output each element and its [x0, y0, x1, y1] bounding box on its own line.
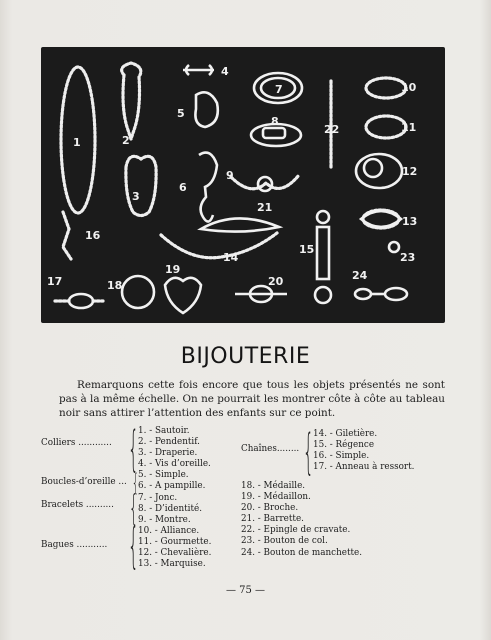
- regence-drawing: [317, 227, 329, 279]
- chevaliere-ring-drawing: [356, 154, 402, 188]
- board-label: 12: [402, 165, 418, 178]
- category-bagues: Bagues ...........: [41, 540, 108, 550]
- board-label: 17: [47, 275, 63, 288]
- brace: {: [129, 488, 139, 529]
- board-label: 10: [401, 81, 417, 94]
- alliance-ring-drawing: [366, 78, 406, 98]
- blackboard-illustration: [41, 47, 445, 323]
- simple-earring-drawing: [195, 92, 217, 127]
- list-item: 2. - Pendentif.: [138, 437, 200, 448]
- pendentif-drawing: [122, 63, 141, 139]
- board-label: 13: [402, 215, 418, 228]
- board-label: 21: [257, 201, 273, 214]
- board-label: 18: [107, 279, 123, 292]
- chain-bracelet-drawing: [63, 212, 71, 259]
- list-item: 5. - Simple.: [138, 470, 189, 481]
- list-item: 11. - Gourmette.: [138, 536, 212, 547]
- board-label: 7: [275, 83, 283, 96]
- list-item: 13. - Marquise.: [138, 559, 206, 570]
- board-label: 1: [73, 136, 81, 149]
- page-title: BIJOUTERIE: [180, 344, 311, 369]
- board-label: 5: [177, 107, 185, 120]
- list-item: 17. - Anneau à ressort.: [313, 462, 415, 473]
- left-item-list: [138, 426, 211, 570]
- board-label: 20: [268, 275, 284, 288]
- list-item: 8. - D’identité.: [138, 503, 203, 514]
- board-label: 4: [221, 65, 229, 78]
- list-item: 10. - Alliance.: [138, 525, 200, 536]
- jewelry-drawing: [41, 47, 445, 323]
- board-label: 16: [85, 229, 101, 242]
- category-boucles: Boucles-d’oreille ...: [41, 477, 127, 487]
- category-chaines: Chaînes........: [241, 444, 300, 454]
- bouton-manchette-drawing: [385, 288, 407, 300]
- bouton-col-drawing: [389, 242, 399, 252]
- board-label: 6: [179, 181, 187, 194]
- board-label: 8: [271, 115, 279, 128]
- list-item: 20. - Broche.: [241, 503, 299, 514]
- list-item: 24. - Bouton de manchette.: [241, 547, 363, 558]
- list-item: 7. - Jonc.: [138, 492, 178, 503]
- board-label: 2: [122, 134, 130, 147]
- page-number: — 75 —: [225, 585, 266, 596]
- list-item: 23. - Bouton de col.: [241, 536, 328, 547]
- list-item: 1. - Sautoir.: [138, 426, 190, 436]
- list-item: 4. - Vis d’oreille.: [138, 459, 211, 470]
- board-label: 11: [401, 121, 417, 134]
- category-bracelets: Bracelets ..........: [41, 500, 114, 510]
- brace: {: [303, 424, 314, 480]
- gourmette-ring-drawing: [366, 116, 406, 138]
- list-item: 3. - Draperie.: [138, 448, 198, 459]
- board-label: 15: [299, 243, 315, 256]
- brace: {: [128, 421, 139, 477]
- giletiere-drawing: [161, 233, 277, 258]
- board-label: 24: [352, 269, 368, 282]
- draperie-drawing: [126, 156, 156, 215]
- brace: {: [132, 469, 139, 497]
- board-label: 9: [226, 169, 234, 182]
- brace: {: [128, 518, 139, 574]
- list-item: 21. - Barrette.: [241, 514, 304, 525]
- board-label: 19: [165, 263, 181, 276]
- list-item: 14. - Giletière.: [313, 429, 378, 439]
- right-item-list-bottom: [241, 481, 362, 559]
- board-label: 3: [132, 190, 140, 203]
- category-colliers: Colliers ............: [41, 438, 112, 448]
- medaille-drawing: [122, 276, 154, 308]
- list-item: 6. - A pampille.: [138, 481, 206, 492]
- intro-paragraph: Remarquons cette fois encore que tous les objets présentés ne sont pas à la même échelle. On ne pourrait les montrer côte à côte au tableau noir sans attirer l’attention des enfants sur ce point.: [59, 379, 445, 419]
- list-item: 22. - Epingle de cravate.: [241, 525, 351, 536]
- medaillon-drawing: [165, 278, 201, 313]
- list-item: 15. - Régence: [313, 440, 375, 451]
- list-item: 12. - Chevalière.: [138, 548, 212, 559]
- list-item: 9. - Montre.: [138, 514, 191, 525]
- board-label: 14: [223, 251, 239, 264]
- list-item: 18. - Médaille.: [241, 481, 306, 491]
- board-label: 23: [400, 251, 416, 264]
- board-label: 22: [324, 123, 340, 136]
- barrette-drawing: [201, 218, 279, 231]
- right-item-list-top: [313, 429, 414, 473]
- list-item: 19. - Médaillon.: [241, 492, 311, 503]
- list-item: 16. - Simple.: [313, 451, 370, 462]
- board-number-labels: [47, 65, 417, 292]
